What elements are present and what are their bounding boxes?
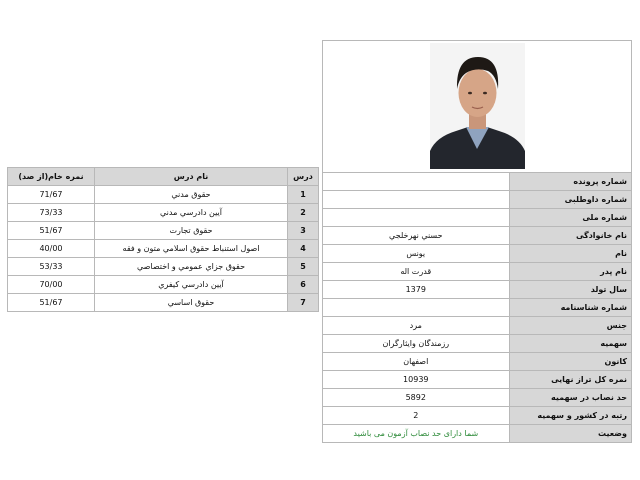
score-cell: 51/67: [8, 222, 95, 240]
info-row-center: [323, 353, 632, 371]
total-score-value: 10939: [323, 371, 510, 389]
status-value: شما دارای حد نصاب آزمون می باشيد: [323, 425, 510, 443]
user-portrait-photo: [430, 43, 525, 169]
birth-certificate-value: [323, 299, 510, 317]
course-cell: حقوق مدني: [95, 186, 288, 204]
applicant-number-value: [323, 191, 510, 209]
table-row: [8, 294, 319, 312]
gender-value: مرد: [323, 317, 510, 335]
photo-frame: [322, 40, 632, 172]
row-number-cell: 4: [288, 240, 319, 258]
row-number-cell: 6: [288, 276, 319, 294]
gender-label: جنس: [509, 317, 631, 335]
table-row: [8, 258, 319, 276]
info-row-father-name: [323, 263, 632, 281]
info-row-gender: [323, 317, 632, 335]
row-number-cell: 1: [288, 186, 319, 204]
center-value: اصفهان: [323, 353, 510, 371]
course-cell: آيين دادرسي كيفري: [95, 276, 288, 294]
table-row: [8, 240, 319, 258]
info-row-quota-threshold: [323, 389, 632, 407]
table-row: [8, 222, 319, 240]
first-name-value: يونس: [323, 245, 510, 263]
table-row: [8, 186, 319, 204]
quota-threshold-label: حد نصاب در سهميه: [509, 389, 631, 407]
quota-threshold-value: 5892: [323, 389, 510, 407]
quota-label: سهميه: [509, 335, 631, 353]
course-cell: اصول استنباط حقوق اسلامي متون و فقه: [95, 240, 288, 258]
info-row-first-name: [323, 245, 632, 263]
last-name-value: حسني نهرخلجي: [323, 227, 510, 245]
row-number-cell: 5: [288, 258, 319, 276]
scores-table: [7, 167, 319, 312]
info-row-total-score: [323, 371, 632, 389]
table-row: [8, 204, 319, 222]
candidate-profile-card: [322, 40, 632, 443]
file-number-value: [323, 173, 510, 191]
rank-value: 2: [323, 407, 510, 425]
score-cell: 70/00: [8, 276, 95, 294]
info-row-last-name: [323, 227, 632, 245]
status-label: وضعيت: [509, 425, 631, 443]
info-row-rank: [323, 407, 632, 425]
center-label: كانون: [509, 353, 631, 371]
candidate-info-table: [322, 172, 632, 443]
total-score-label: نمره كل تراز نهايی: [509, 371, 631, 389]
table-row: [8, 276, 319, 294]
score-cell: 51/67: [8, 294, 95, 312]
national-id-label: شماره ملی: [509, 209, 631, 227]
course-column-header: نام درس: [95, 168, 288, 186]
score-cell: 40/00: [8, 240, 95, 258]
info-row-applicant-number: [323, 191, 632, 209]
info-row-birth-certificate: [323, 299, 632, 317]
row-number-cell: 2: [288, 204, 319, 222]
scores-header-row: [8, 168, 319, 186]
course-cell: حقوق اساسي: [95, 294, 288, 312]
score-cell: 71/67: [8, 186, 95, 204]
info-row-status: [323, 425, 632, 443]
row-number-cell: 7: [288, 294, 319, 312]
quota-value: رزمندگان وايثارگران: [323, 335, 510, 353]
course-cell: حقوق تجارت: [95, 222, 288, 240]
last-name-label: نام خانوادگی: [509, 227, 631, 245]
first-name-label: نام: [509, 245, 631, 263]
score-cell: 53/33: [8, 258, 95, 276]
rank-label: رتبه در كشور و سهميه: [509, 407, 631, 425]
score-cell: 73/33: [8, 204, 95, 222]
course-cell: آيين دادرسي مدني: [95, 204, 288, 222]
father-name-value: قدرت اله: [323, 263, 510, 281]
birth-year-label: سال تولد: [509, 281, 631, 299]
info-row-birth-year: [323, 281, 632, 299]
father-name-label: نام پدر: [509, 263, 631, 281]
info-row-national-id: [323, 209, 632, 227]
birth-certificate-label: شماره شناسنامه: [509, 299, 631, 317]
birth-year-value: 1379: [323, 281, 510, 299]
score-column-header: نمره خام(از صد): [8, 168, 95, 186]
row-number-column-header: درس: [288, 168, 319, 186]
file-number-label: شماره پرونده: [509, 173, 631, 191]
course-cell: حقوق جزاي عمومي و اختصاصي: [95, 258, 288, 276]
national-id-value: [323, 209, 510, 227]
info-row-file-number: [323, 173, 632, 191]
applicant-number-label: شماره داوطلبی: [509, 191, 631, 209]
row-number-cell: 3: [288, 222, 319, 240]
info-row-quota: [323, 335, 632, 353]
